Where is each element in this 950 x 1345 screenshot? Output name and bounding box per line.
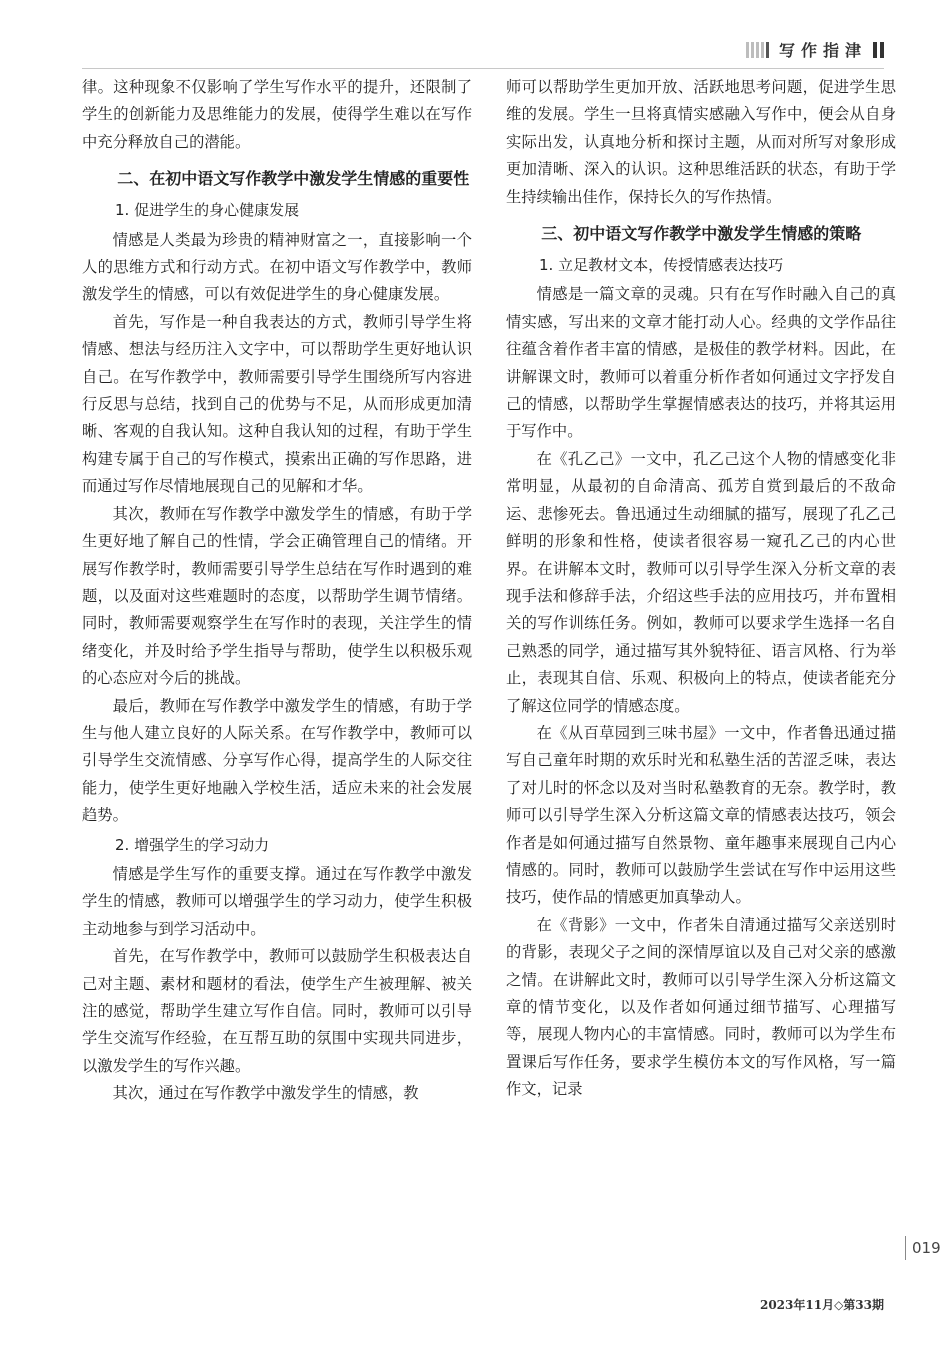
paragraph: 情感是人类最为珍贵的精神财富之一，直接影响一个人的思维方式和行动方式。在初中语文写作教学中，教师激发学生的情感，可以有效促进学生的身心健康发展。 bbox=[82, 230, 472, 304]
paragraph: 情感是学生写作的重要支撑。通过在写作教学中激发学生的情感，教师可以增强学生的学习动力，使学生积极主动地参与到学习活动中。 bbox=[82, 864, 472, 938]
paragraph: 在《背影》一文中，作者朱自清通过描写父亲送别时的背影，表现父子之间的深情厚谊以及自己对父亲的感激之情。在讲解此文时，教师可以引导学生深入分析这篇文章的情节变化，以及作者如何通过细节描写、心理描写等，展现人物内心的丰富情感。同时，教师可以为学生布置课后写作任务，要求学生模仿本文的写作风格，写一篇作文，记录 bbox=[506, 915, 896, 1099]
decorative-bars-left bbox=[746, 42, 769, 58]
paragraph: 其次，通过在写作教学中激发学生的情感，教 bbox=[112, 1084, 419, 1103]
left-column bbox=[82, 74, 472, 1108]
paragraph: 首先，在写作教学中，教师可以鼓励学生积极表达自己对主题、素材和题材的看法，使学生产生被理解、被关注的感觉，帮助学生建立写作自信。同时，教师可以引导学生交流写作经验，在互帮互助的氛围中实现共同进步，以激发学生的写作兴趣。 bbox=[82, 947, 472, 1075]
paragraph: 律。这种现象不仅影响了学生写作水平的提升，还限制了学生的创新能力及思维能力的发展，使得学生难以在写作中充分释放自己的潜能。 bbox=[82, 78, 472, 151]
paragraph: 其次，教师在写作教学中激发学生的情感，有助于学生更好地了解自己的性情，学会正确管理自己的情绪。开展写作教学时，教师需要引导学生总结在写作时遇到的难题，以及面对这些难题时的态度，以帮助学生调节情绪。同时，教师需要观察学生在写作时的表现，关注学生的情绪变化，并及时给予学生指导与帮助，使学生以积极乐观的心态应对今后的挑战。 bbox=[82, 504, 472, 688]
header-rule bbox=[82, 68, 884, 69]
paragraph: 最后，教师在写作教学中激发学生的情感，有助于学生与他人建立良好的人际关系。在写作教学中，教师可以引导学生交流情感、分享写作心得，提高学生的人际交往能力，使学生更好地融入学校生活，适应未来的社会发展趋势。 bbox=[82, 696, 472, 825]
subheading-2-1: 1. 促进学生的身心健康发展 bbox=[115, 201, 300, 220]
page-number: 019 bbox=[905, 1236, 950, 1260]
issue-date: 2023年11月◇第33期 bbox=[759, 1298, 884, 1312]
paragraph: 在《从百草园到三味书屋》一文中，作者鲁迅通过描写自己童年时期的欢乐时光和私塾生活的苦涩乏味，表达了对儿时的怀念以及对当时私塾教育的无奈。教学时，教师可以引导学生深入分析这篇文章的情感表达技巧，领会作者是如何通过描写自然景物、童年趣事来展现自己内心情感的。同时，教师可以鼓励学生尝试在写作中运用这些技巧，使作品的情感更加真挚动人。 bbox=[506, 723, 896, 907]
paragraph: 首先，写作是一种自我表达的方式，教师引导学生将情感、想法与经历注入文字中，可以帮助学生更好地认识自己。在写作教学中，教师需要引导学生围绕所写内容进行反思与总结，找到自己的优势与不足，从而形成更加清晰、客观的自我认知。这种自我认知的过程，有助于学生构建专属于自己的写作模式，摸索出正确的写作思路，进而通过写作尽情地展现自己的见解和才华。 bbox=[82, 312, 472, 496]
paragraph: 在《孔乙己》一文中，孔乙己这个人物的情感变化非常明显，从最初的自命清高、孤芳自赏到最后的不敌命运、悲惨死去。鲁迅通过生动细腻的描写，展现了孔乙己鲜明的形象和性格，使读者很容易一窥孔乙己的内心世界。在讲解本文时，教师可以引导学生深入分析文章的表现手法和修辞手法，介绍这些手法的应用技巧，并布置相关的写作训练任务。例如，教师可以要求学生选择一名自己熟悉的同学，通过描写其外貌特征、语言风格、行为举止，表现其自信、乐观、积极向上的特点，使读者能充分了解这位同学的情感态度。 bbox=[506, 449, 896, 715]
section-title: 写作指津 bbox=[778, 41, 867, 60]
paragraph: 师可以帮助学生更加开放、活跃地思考问题，促进学生思维的发展。学生一旦将真情实感融入写作中，便会从自身实际出发，认真地分析和探讨主题，从而对所写对象形成更加清晰、深入的认识。这种思维活跃的状态，有助于学生持续输出佳作，保持长久的写作热情。 bbox=[506, 78, 896, 206]
subheading-3-1: 1. 立足教材文本，传授情感表达技巧 bbox=[539, 256, 784, 275]
decorative-bars-right bbox=[873, 42, 884, 58]
right-column bbox=[506, 74, 896, 1104]
section-header bbox=[746, 38, 884, 61]
section-heading-3: 三、初中语文写作教学中激发学生情感的策略 bbox=[541, 224, 862, 244]
paragraph: 情感是一篇文章的灵魂。只有在写作时融入自己的真情实感，写出来的文章才能打动人心。经典的文学作品往往蕴含着作者丰富的情感，是极佳的教学材料。因此，在讲解课文时，教师可以着重分析作者如何通过文字抒发自己的情感，以帮助学生掌握情感表达的技巧，并将其运用于写作中。 bbox=[506, 285, 896, 441]
section-heading-2: 二、在初中语文写作教学中激发学生情感的重要性 bbox=[117, 169, 470, 189]
subheading-2-2: 2. 增强学生的学习动力 bbox=[115, 835, 270, 854]
